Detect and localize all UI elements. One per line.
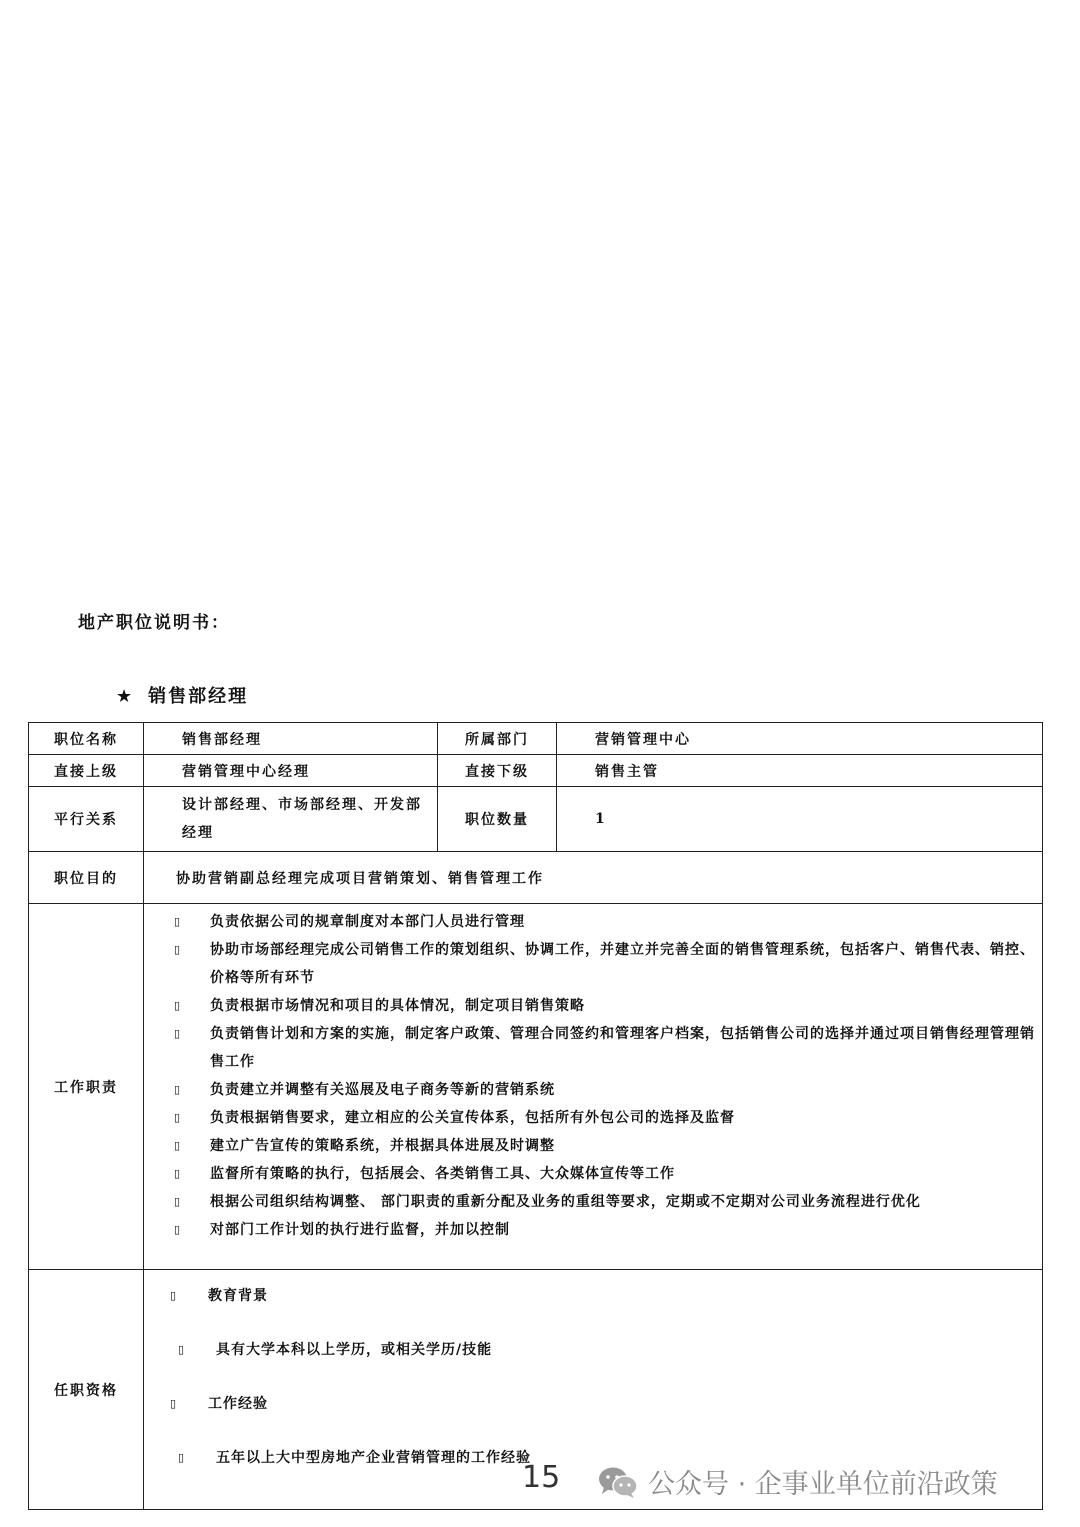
watermark-text: 公众号 · 企事业单位前沿政策: [648, 1469, 998, 1500]
list-item: ▯ 协助市场部经理完成公司销售工作的策划组织、协调工作，并建立并完善全面的销售管理系统，包括客户、销售代表、销控、价格等所有环节: [174, 936, 1042, 992]
bullet-icon: ▯: [170, 1397, 178, 1410]
bullet-icon: ▯: [174, 915, 182, 928]
bullet-icon: ▯: [174, 1083, 182, 1096]
bullet-icon: ▯: [170, 1289, 178, 1302]
headcount-value: 1: [557, 787, 1043, 852]
purpose-value: 协助营销副总经理完成项目营销策划、销售管理工作: [144, 852, 1043, 904]
duties-cell: [144, 904, 1043, 1270]
bullet-icon: ▯: [178, 1343, 186, 1356]
headcount-label: 职位数量: [438, 787, 557, 852]
table-row: [29, 787, 1043, 852]
bullet-icon: ▯: [174, 1139, 182, 1152]
list-item: ▯ 工作经验: [170, 1390, 1042, 1444]
page-number: 15: [522, 1460, 561, 1495]
duty-list: [174, 908, 1042, 1244]
bullet-icon: ▯: [174, 1223, 182, 1236]
table-row: [29, 723, 1043, 755]
position-name-value: 销售部经理: [144, 723, 438, 755]
table-row: [29, 755, 1043, 787]
bullet-icon: ▯: [178, 1451, 186, 1464]
bullet-icon: ▯: [174, 1195, 182, 1208]
list-item: ▯ 负责根据销售要求，建立相应的公关宣传体系，包括所有外包公司的选择及监督: [174, 1104, 1042, 1132]
parallel-label: 平行关系: [29, 787, 144, 852]
bullet-icon: ▯: [174, 999, 182, 1012]
list-item: ▯ 五年以上大中型房地产企业营销管理的工作经验: [178, 1444, 1042, 1498]
list-item: ▯ 根据公司组织结构调整、 部门职责的重新分配及业务的重组等要求，定期或不定期对公司业务流程进行优化: [174, 1188, 1042, 1216]
list-item: ▯ 负责销售计划和方案的实施，制定客户政策、管理合同签约和管理客户档案，包括销售公司的选择并通过项目销售经理管理销售工作: [174, 1020, 1042, 1076]
list-item: ▯ 监督所有策略的执行，包括展会、各类销售工具、大众媒体宣传等工作: [174, 1160, 1042, 1188]
subordinate-label: 直接下级: [438, 755, 557, 787]
job-description-table: [28, 722, 1043, 1510]
superior-value: 营销管理中心经理: [144, 755, 438, 787]
star-icon: ★: [116, 686, 135, 707]
list-item: ▯ 负责依据公司的规章制度对本部门人员进行管理: [174, 908, 1042, 936]
document-title: 地产职位说明书：: [78, 613, 230, 633]
qualifications-label: 任职资格: [29, 1270, 144, 1510]
bullet-icon: ▯: [174, 943, 182, 956]
bullet-icon: ▯: [174, 1167, 182, 1180]
list-item: ▯ 建立广告宣传的策略系统，并根据具体进展及时调整: [174, 1132, 1042, 1160]
list-item: ▯ 负责建立并调整有关巡展及电子商务等新的营销系统: [174, 1076, 1042, 1104]
wechat-icon: [598, 1465, 638, 1499]
section-heading: [116, 682, 248, 708]
list-item: ▯ 对部门工作计划的执行进行监督，并加以控制: [174, 1216, 1042, 1244]
department-value: 营销管理中心: [557, 723, 1043, 755]
parallel-value: 设计部经理、市场部经理、开发部经理: [144, 787, 438, 852]
department-label: 所属部门: [438, 723, 557, 755]
duties-label: 工作职责: [29, 904, 144, 1270]
bullet-icon: ▯: [174, 1111, 182, 1124]
bullet-icon: ▯: [174, 1027, 182, 1040]
purpose-label: 职位目的: [29, 852, 144, 904]
subordinate-value: 销售主管: [557, 755, 1043, 787]
table-row: [29, 904, 1043, 1270]
list-item: ▯ 具有大学本科以上学历，或相关学历/技能: [178, 1336, 1042, 1390]
watermark: [598, 1462, 998, 1501]
section-heading-text: 销售部经理: [148, 686, 249, 707]
position-name-label: 职位名称: [29, 723, 144, 755]
table-row: [29, 852, 1043, 904]
list-item: ▯ 负责根据市场情况和项目的具体情况，制定项目销售策略: [174, 992, 1042, 1020]
superior-label: 直接上级: [29, 755, 144, 787]
list-item: ▯ 教育背景: [170, 1282, 1042, 1336]
